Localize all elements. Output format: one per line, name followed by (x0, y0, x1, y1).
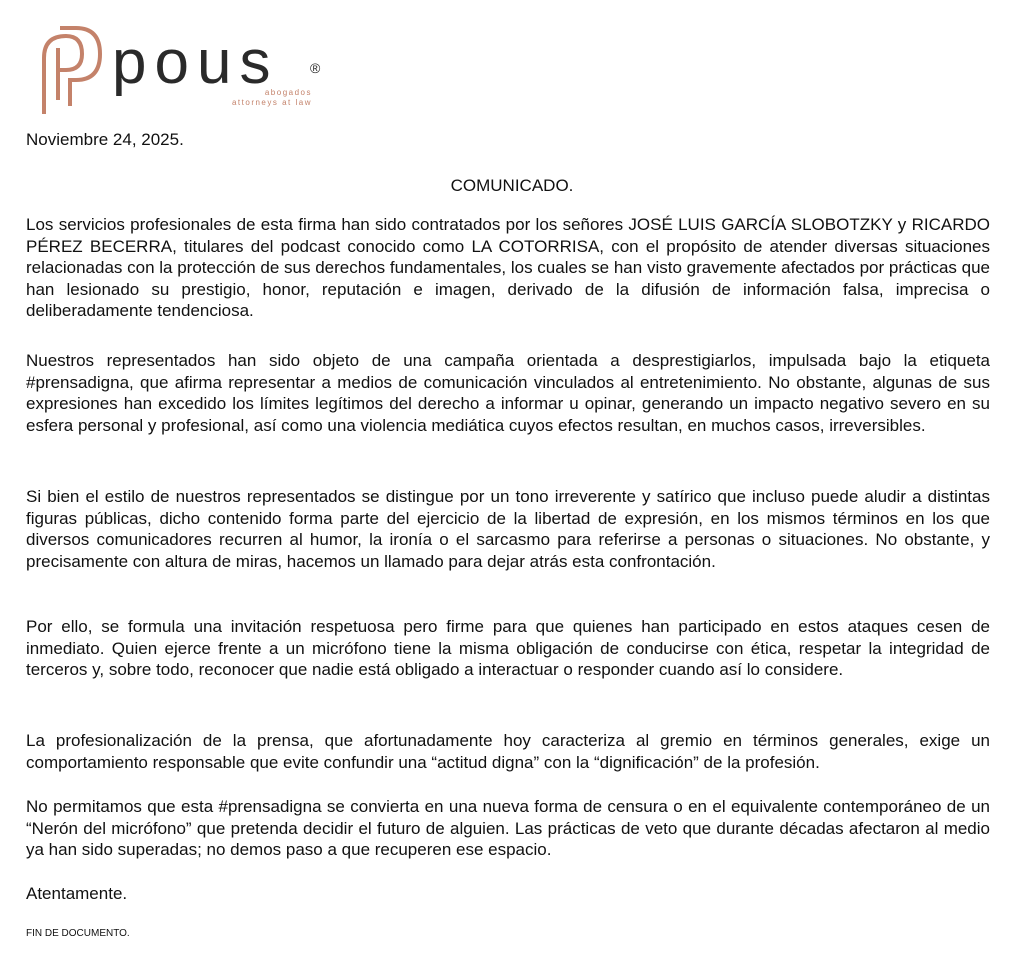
paragraph-1: Los servicios profesionales de esta firma han sido contratados por los señores JOSÉ LUIS GARCÍA SLOBOTZKY y RICARDO PÉREZ BECERRA, titulares del podcast conocido como LA COTORRISA, con el propósito de atender diversas situaciones relacionadas con la protección de sus derechos fundamentales, los cuales se han visto gravemente afectados por prácticas que han lesionado su prestigio, honor, reputación e imagen, derivado de la difusión de información falsa, imprecisa o deliberadamente tendenciosa. (26, 215, 990, 320)
firm-logo (30, 18, 330, 118)
logo-mark-icon (30, 18, 110, 118)
registered-mark: ® (310, 60, 321, 76)
end-of-document-note: FIN DE DOCUMENTO. (26, 928, 130, 939)
logo-subtitle-en: attorneys at law (231, 98, 312, 107)
letter-date: Noviembre 24, 2025. (26, 130, 184, 149)
letter-closing: Atentamente. (26, 884, 128, 903)
logo-subtitle-es: abogados (264, 88, 312, 97)
letter-title: COMUNICADO. (450, 176, 574, 195)
paragraph-5: La profesionalización de la prensa, que afortunadamente hoy caracteriza al gremio en términos generales, exige un comportamiento responsable que evite confundir una “actitud digna” con la “dignificación” de la profesión. (26, 731, 990, 772)
paragraph-6: No permitamos que esta #prensadigna se convierta en una nueva forma de censura o en el equivalente contemporáneo de un “Nerón del micrófono” que pretenda decidir el futuro de alguien. Las prácticas de veto que durante décadas afectaron al medio ya han sido superadas; no demos paso a que recuperen ese espacio. (26, 797, 990, 859)
logo-wordmark: pous (112, 28, 279, 97)
paragraph-2: Nuestros representados han sido objeto de una campaña orientada a desprestigiarlos, impulsada bajo la etiqueta #prensadigna, que afirma representar a medios de comunicación vinculados al entretenimiento. No obstante, algunas de sus expresiones han excedido los límites legítimos del derecho a informar u opinar, generando un impacto negativo severo en su esfera personal y profesional, así como una violencia mediática cuyos efectos resultan, en muchos casos, irreversibles. (26, 351, 990, 435)
paragraph-3: Si bien el estilo de nuestros representados se distingue por un tono irreverente y satírico que incluso puede aludir a distintas figuras públicas, dicho contenido forma parte del ejercicio de la libertad de expresión, en los mismos términos en los que diversos comunicadores recurren al humor, la ironía o el sarcasmo para referirse a personas o situaciones. No obstante, y precisamente con altura de miras, hacemos un llamado para dejar atrás esta confrontación. (26, 487, 990, 571)
paragraph-4: Por ello, se formula una invitación respetuosa pero firme para que quienes han participado en estos ataques cesen de inmediato. Quien ejerce frente a un micrófono tiene la misma obligación de conducirse con ética, respetar la integridad de terceros y, sobre todo, reconocer que nadie está obligado a interactuar o responder cuando así lo considere. (26, 617, 990, 679)
